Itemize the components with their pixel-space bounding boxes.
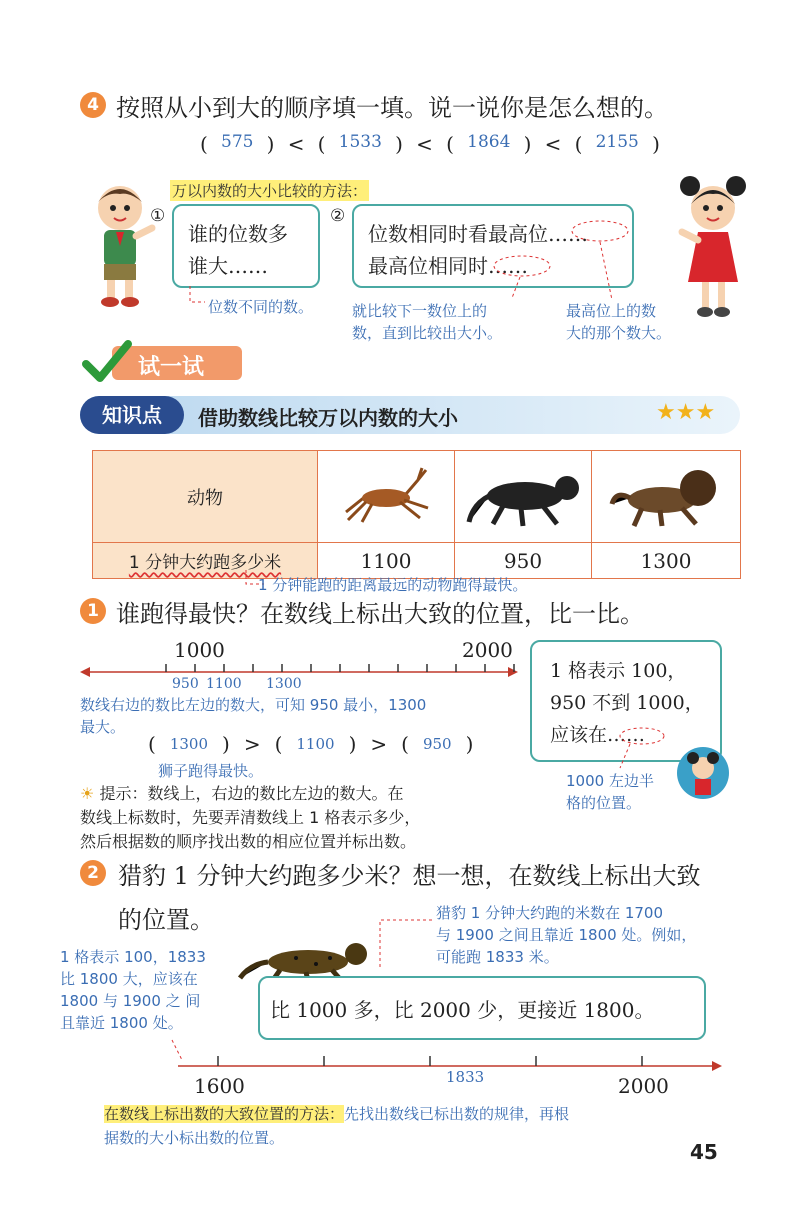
q2-right-note-line-1: 猎豹 1 分钟大约跑的米数在 1700 (436, 904, 664, 922)
nl1-mark-950: 950 (172, 676, 199, 692)
antelope-cell (318, 451, 455, 543)
question-4-text: 按照从小到大的顺序填一填。说一说你是怎么想的。 (116, 94, 668, 122)
q2-right-note-line-3: 可能跑 1833 米。 (436, 948, 559, 966)
q1-bubble-line-1: 1 格表示 100， (550, 660, 687, 682)
question-number-4: 4 (80, 92, 106, 118)
lion-cell (592, 451, 741, 543)
q2-left-note-line-1: 1 格表示 100，1833 (60, 948, 206, 966)
q1-explanation-line-2: 最大。 (80, 718, 126, 736)
question-number-1: 1 (80, 598, 106, 624)
less-than: < (416, 132, 433, 156)
value-cell: 1300 (592, 543, 741, 579)
note-highest-digit-line-2: 大的那个数大。 (566, 324, 672, 342)
hint-line-1: 提示：数线上，右边的数比左边的数大。在 (99, 784, 404, 803)
bubble-2-line-2: 最高位相同时…… (368, 254, 528, 278)
q1-explanation-line-1: 数线右边的数比左边的数大，可知 950 最小，1300 (80, 696, 427, 714)
greater-than: > (243, 732, 261, 756)
note-highest-digit (566, 300, 671, 344)
q1-conclusion: 狮子跑得最快。 (158, 762, 264, 780)
q1-bubble-line-2: 950 不到 1000， (550, 692, 704, 714)
answer-blank: 1864 (467, 132, 511, 152)
try-banner (82, 340, 242, 384)
question-2-text-line-2: 的位置。 (118, 906, 214, 934)
nl1-mark-1100: 1100 (206, 676, 242, 692)
method-label: 在数线上标出数的大致位置的方法： (104, 1105, 345, 1123)
question-number-2: 2 (80, 860, 106, 886)
check-icon (82, 340, 132, 384)
q1-order-row: ( 1300 ) > ( 1100 ) > ( 950 ) (148, 732, 474, 756)
q2-left-note-line-3: 1800 与 1900 之 间 (60, 992, 201, 1010)
q2-left-note (60, 946, 206, 1034)
question-1-text: 谁跑得最快？在数线上标出大致的位置，比一比。 (116, 600, 644, 628)
q1-answer: 1100 (296, 735, 335, 753)
hint-line-2: 数线上标数时，先要弄清数线上 1 格表示多少， (80, 808, 421, 827)
q1-bubble-line-3: 应该在…… (550, 724, 646, 746)
header-animal: 动物 (93, 451, 318, 543)
lightbulb-icon: ☀ (80, 784, 95, 803)
q2-speech-bubble (258, 976, 706, 1040)
answer-blank: 575 (221, 132, 254, 152)
hint (80, 782, 420, 854)
q1-answer: 1300 (169, 735, 208, 753)
animal-speed-table (92, 450, 741, 579)
bubble-2-number: ② (330, 206, 346, 226)
q2-right-note-line-2: 与 1900 之间且靠近 1800 处。例如， (436, 926, 697, 944)
tiger-image (463, 460, 583, 530)
tiger-cell (455, 451, 592, 543)
difficulty-stars: ★★★ (656, 400, 716, 425)
nl1-label-1000: 1000 (174, 638, 225, 662)
note-next-digit (352, 300, 502, 344)
method-box (104, 1102, 744, 1150)
answer-blank: 1533 (338, 132, 382, 152)
table-note: 1 分钟能跑的距离最远的动物跑得最快。 (258, 576, 528, 594)
girl-avatar (676, 746, 730, 800)
bubble-1-line-1: 谁的位数多 (188, 222, 288, 246)
nl2-label-1600: 1600 (194, 1074, 245, 1098)
try-label: 试一试 (138, 355, 205, 380)
nl1-mark-1300: 1300 (266, 676, 302, 692)
knowledge-bar (80, 396, 740, 434)
annotation-arrows (0, 0, 800, 340)
q1-answer: 950 (422, 735, 452, 753)
less-than: < (287, 132, 305, 156)
page-number: 45 (690, 1140, 718, 1164)
q2-bubble-text: 比 1000 多，比 2000 少，更接近 1800。 (270, 998, 655, 1022)
method-text-line-1: 先找出数线已标出数的规律，再根 (344, 1105, 570, 1123)
ordering-row: ( 575 ) < ( 1533 ) < ( 1864 ) < ( 2155 ) (200, 132, 660, 156)
nl2-mark-1833: 1833 (446, 1068, 485, 1086)
method-title: 万以内数的大小比较的方法： (172, 182, 368, 200)
value-cell: 1100 (318, 543, 455, 579)
lion-image (606, 460, 726, 530)
value-cell: 950 (455, 543, 592, 579)
antelope-image (336, 460, 436, 530)
answer-blank: 2155 (595, 132, 639, 152)
q2-right-note-arrow (370, 914, 440, 974)
knowledge-tag: 知识点 (80, 396, 184, 434)
less-than: < (544, 132, 562, 156)
question-2-text-line-1: 猎豹 1 分钟大约跑多少米？想一想，在数线上标出大致 (118, 862, 701, 890)
q2-right-note (436, 902, 696, 968)
greater-than: > (370, 732, 388, 756)
row-label-text: 1 分钟大约跑多少米 (128, 553, 282, 573)
hint-line-3: 然后根据数的顺序找出数的相应位置并标出数。 (80, 832, 417, 851)
nl2-label-2000: 2000 (618, 1074, 669, 1098)
note-next-digit-line-1: 就比较下一数位上的 (352, 302, 488, 320)
knowledge-title: 借助数线比较万以内数的大小 (198, 406, 458, 430)
bubble-1-line-2: 谁大…… (188, 254, 268, 278)
q2-left-note-line-2: 比 1800 大，应该在 (60, 970, 198, 988)
method-text-line-2: 据数的大小标出数的位置。 (104, 1129, 285, 1147)
note-highest-digit-line-1: 最高位上的数 (566, 302, 657, 320)
q1-bubble-note-line-1: 1000 左边半 (566, 772, 654, 790)
note-different-digits: 位数不同的数。 (208, 298, 314, 316)
bubble-1-number: ① (150, 206, 166, 226)
q1-bubble-note (566, 770, 654, 814)
nl1-label-2000: 2000 (462, 638, 513, 662)
q1-bubble-note-line-2: 格的位置。 (566, 794, 642, 812)
bubble-2-line-1: 位数相同时看最高位…… (368, 222, 588, 246)
q2-left-note-line-4: 且靠近 1800 处。 (60, 1014, 183, 1032)
note-next-digit-line-2: 数，直到比较出大小。 (352, 324, 503, 342)
